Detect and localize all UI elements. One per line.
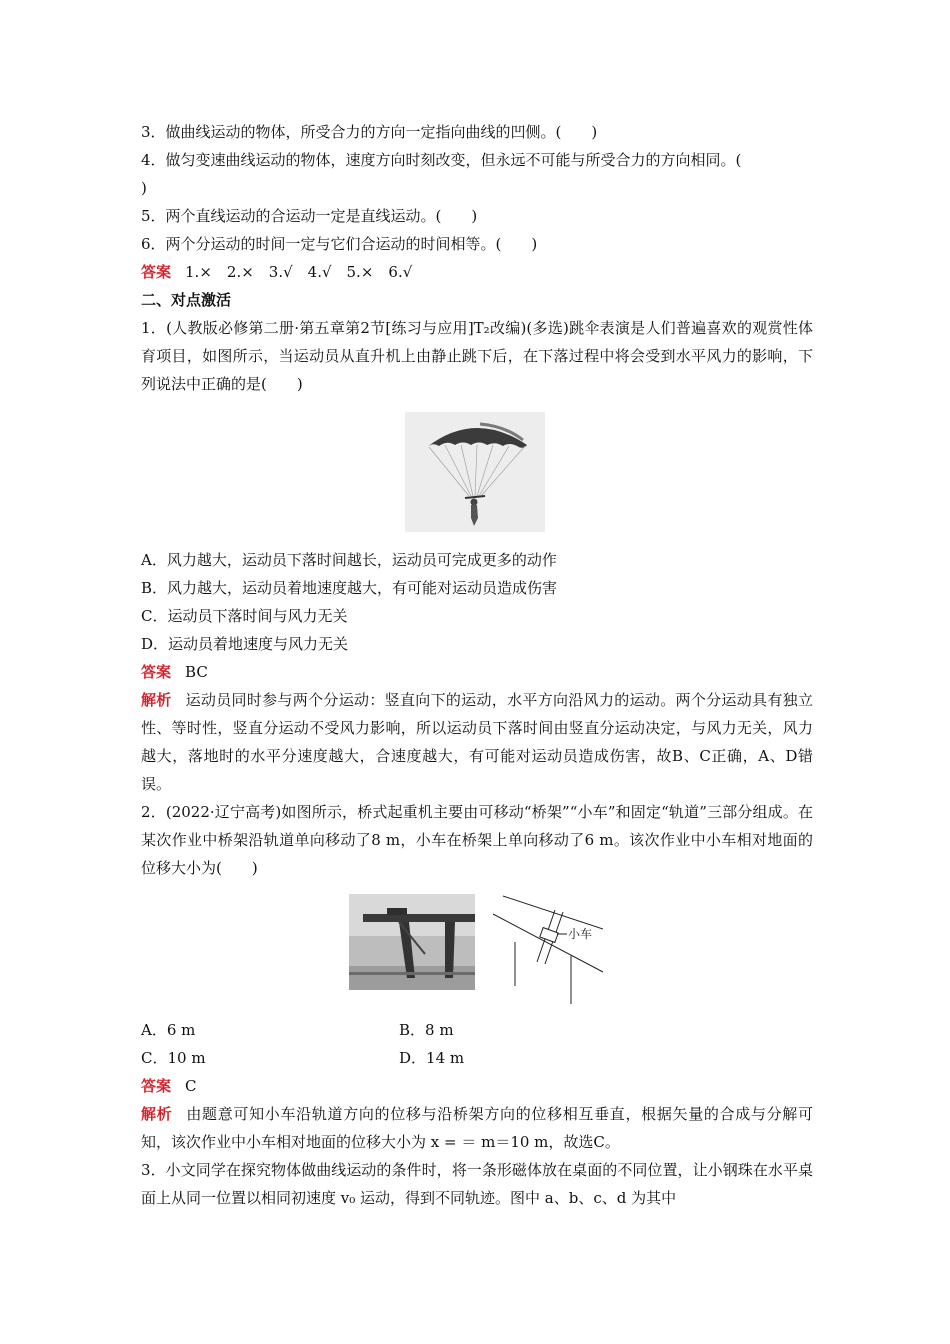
problem-2-option-c: C．10 m bbox=[141, 1049, 206, 1067]
question-5: 5．两个直线运动的合运动一定是直线运动。( ) bbox=[141, 207, 478, 225]
analysis-text: 运动员同时参与两个分运动：竖直向下的运动，水平方向沿风力的运动。两个分运动具有独立性、等时性，竖直分运动不受风力影响，所以运动员下落时间由竖直分运动决定，与风力无关，风力越大，落地时的水平分速度越大，合速度越大，有可能对运动员造成伤害，故B、C正确，A、D错误。 bbox=[141, 691, 813, 793]
answer-label: 答案 bbox=[141, 263, 172, 281]
problem-1-option-b: B．风力越大，运动员着地速度越大，有可能对运动员造成伤害 bbox=[141, 579, 558, 597]
diagram-label-cart: 小车 bbox=[568, 927, 593, 941]
question-3: 3．做曲线运动的物体，所受合力的方向一定指向曲线的凹侧。( ) bbox=[141, 123, 598, 141]
answer-text: C bbox=[185, 1077, 197, 1095]
problem-3-stem: 3．小文同学在探究物体做曲线运动的条件时，将一条形磁体放在桌面的不同位置，让小钢珠在水平桌面上从同一位置以相同初速度 v₀ 运动，得到不同轨迹。图中 a、b、c、d 为其中 bbox=[141, 1161, 813, 1207]
answer-row-1 bbox=[141, 258, 813, 286]
crane-diagram bbox=[493, 894, 603, 1004]
problem-2-options-row-1 bbox=[141, 1016, 813, 1044]
section-title: 二、对点激活 bbox=[141, 291, 232, 309]
answer-label: 答案 bbox=[141, 663, 172, 681]
problem-1-answer bbox=[141, 658, 813, 686]
document-page bbox=[141, 118, 813, 1212]
problem-1-analysis bbox=[141, 686, 813, 798]
problem-2-options-row-2 bbox=[141, 1044, 813, 1072]
problem-2-option-a: A．6 m bbox=[141, 1021, 196, 1039]
problem-2-analysis bbox=[141, 1100, 813, 1156]
analysis-text: 由题意可知小车沿轨道方向的位移与沿桥架方向的位移相互垂直，根据矢量的合成与分解可知，该次作业中小车相对地面的位移大小为 x = ＝ m＝10 m，故选C。 bbox=[141, 1105, 813, 1151]
question-4: 4．做匀变速曲线运动的物体，速度方向时刻改变，但永远不可能与所受合力的方向相同。( bbox=[141, 151, 742, 169]
problem-1-option-a: A．风力越大，运动员下落时间越长，运动员可完成更多的动作 bbox=[141, 551, 557, 569]
problem-2-option-d: D．14 m bbox=[399, 1049, 465, 1067]
analysis-label: 解析 bbox=[141, 1105, 173, 1123]
analysis-label: 解析 bbox=[141, 691, 172, 709]
answer-text: BC bbox=[185, 663, 208, 681]
parachute-figure bbox=[405, 412, 545, 532]
question-6: 6．两个分运动的时间一定与它们合运动的时间相等。( ) bbox=[141, 235, 538, 253]
problem-1-stem: 1．(人教版必修第二册·第五章第2节[练习与应用]T₂改编)(多选)跳伞表演是人们普遍喜欢的观赏性体育项目，如图所示，当运动员从直升机上由静止跳下后，在下落过程中将会受到水平风力的影响，下列说法中正确的是( ) bbox=[141, 319, 813, 393]
problem-2-answer bbox=[141, 1072, 813, 1100]
crane-figures bbox=[349, 894, 813, 1004]
answer-text: 1.× 2.× 3.√ 4.√ 5.× 6.√ bbox=[185, 263, 413, 281]
answer-label: 答案 bbox=[141, 1077, 172, 1095]
crane-photo bbox=[349, 894, 475, 990]
problem-1-option-c: C．运动员下落时间与风力无关 bbox=[141, 607, 348, 625]
problem-2-stem: 2．(2022·辽宁高考)如图所示，桥式起重机主要由可移动“桥架”“小车”和固定“轨道”三部分组成。在某次作业中桥架沿轨道单向移动了8 m，小车在桥架上单向移动了6 m。该次作业中小车相对地面的位移大小为( ) bbox=[141, 803, 813, 877]
problem-2-option-b: B．8 m bbox=[399, 1021, 454, 1039]
parachute-image bbox=[405, 412, 545, 532]
problem-1-option-d: D．运动员着地速度与风力无关 bbox=[141, 635, 349, 653]
question-4-continued: ) bbox=[141, 179, 147, 197]
